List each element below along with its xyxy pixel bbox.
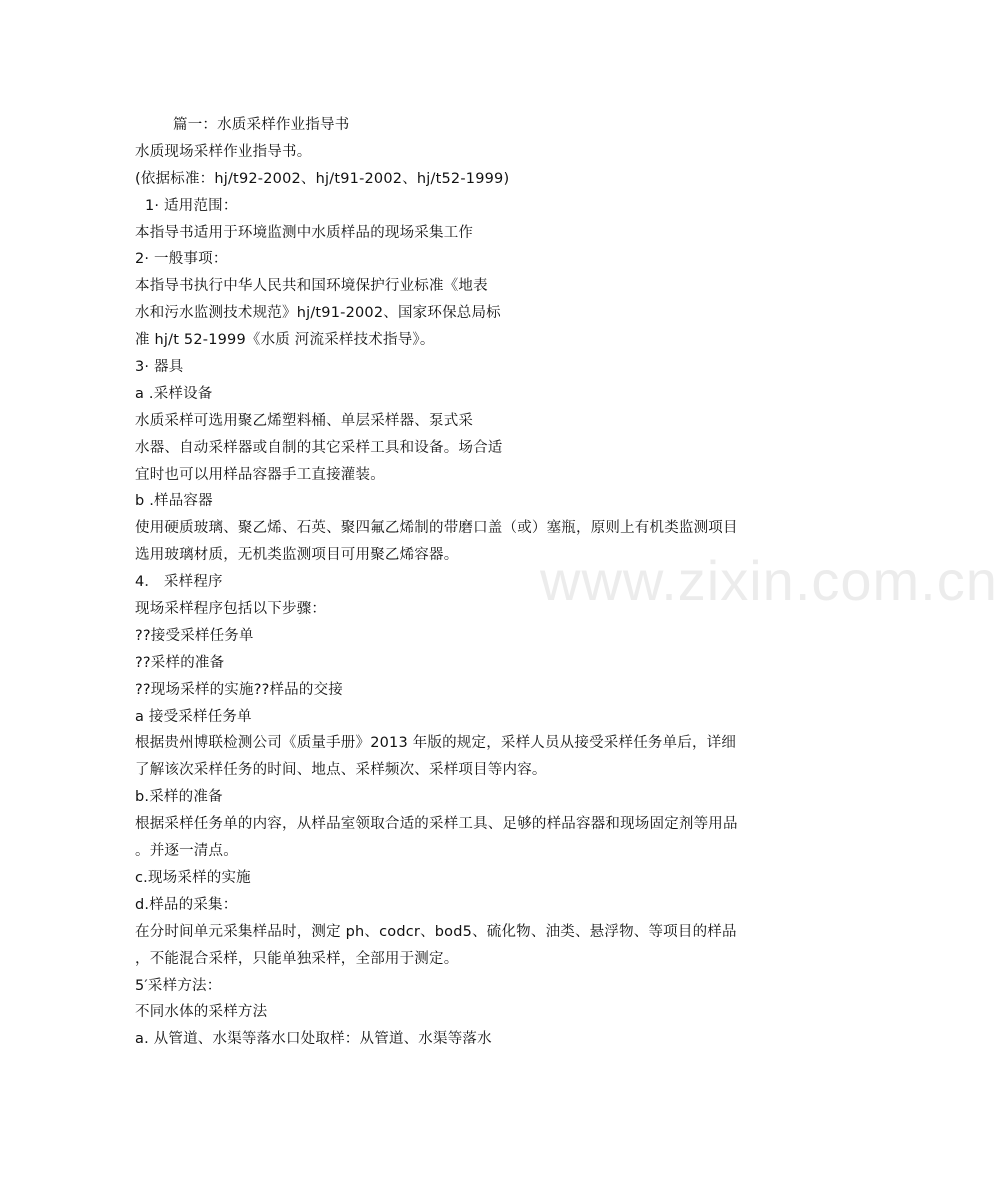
section-heading: 3· 器具 — [135, 359, 184, 376]
text-line: 本指导书适用于环境监测中水质样品的现场采集工作 — [135, 224, 474, 241]
text-line: 水质采样可选用聚乙烯塑料桶、单层采样器、泵式采 — [135, 412, 474, 429]
section-heading: 1· 适用范围： — [145, 197, 238, 214]
subsection-heading: a 接受采样任务单 — [135, 708, 252, 725]
subsection-heading: a .采样设备 — [135, 385, 213, 402]
list-item: ??接受采样任务单 — [135, 627, 254, 644]
text-line: 宜时也可以用样品容器手工直接灌装。 — [135, 466, 385, 483]
text-line: (依据标准：hj/t92-2002、hj/t91-2002、hj/t52-1999) — [135, 170, 510, 187]
subsection-heading: b.采样的准备 — [135, 789, 223, 806]
text-line: ，不能混合采样，只能单独采样，全部用于测定。 — [135, 950, 459, 967]
text-line: 在分时间单元采集样品时，测定 ph、codcr、bod5、硫化物、油类、悬浮物、等项目的样品 — [135, 923, 737, 940]
text-line: a. 从管道、水渠等落水口处取样：从管道、水渠等落水 — [135, 1031, 492, 1048]
text-line: 现场采样程序包括以下步骤： — [135, 601, 327, 618]
text-line: 水和污水监测技术规范》hj/t91-2002、国家环保总局标 — [135, 305, 501, 322]
section-heading: 5′采样方法： — [135, 977, 222, 994]
subsection-heading: d.样品的采集： — [135, 896, 238, 913]
section-heading: 2· 一般事项： — [135, 251, 228, 268]
section-heading: 4． 采样程序 — [135, 574, 223, 591]
text-line: 水质现场采样作业指导书。 — [135, 143, 312, 160]
text-line: 水器、自动采样器或自制的其它采样工具和设备。场合适 — [135, 439, 503, 456]
text-line: 根据采样任务单的内容，从样品室领取合适的采样工具、足够的样品容器和现场固定剂等用品 — [135, 816, 738, 833]
subsection-heading: c.现场采样的实施 — [135, 869, 251, 886]
list-item: ??现场采样的实施??样品的交接 — [135, 681, 343, 698]
text-line: 不同水体的采样方法 — [135, 1004, 268, 1021]
text-line: 了解该次采样任务的时间、地点、采样频次、采样项目等内容。 — [135, 762, 547, 779]
text-line: 。并逐一清点。 — [135, 843, 238, 860]
list-item: ??采样的准备 — [135, 654, 225, 671]
text-line: 准 hj/t 52-1999《水质 河流采样技术指导》。 — [135, 332, 435, 349]
text-line: 使用硬质玻璃、聚乙烯、石英、聚四氟乙烯制的带磨口盖（或）塞瓶，原则上有机类监测项目 — [135, 520, 738, 537]
text-line: 根据贵州博联检测公司《质量手册》2013 年版的规定，采样人员从接受采样任务单后，详细 — [135, 735, 737, 752]
document-title: 篇一：水质采样作业指导书 — [173, 117, 350, 133]
text-line: 选用玻璃材质，无机类监测项目可用聚乙烯容器。 — [135, 547, 459, 564]
text-line: 本指导书执行中华人民共和国环境保护行业标准《地表 — [135, 278, 488, 295]
watermark: www.zixin.com.cn — [540, 549, 998, 612]
subsection-heading: b .样品容器 — [135, 493, 213, 510]
